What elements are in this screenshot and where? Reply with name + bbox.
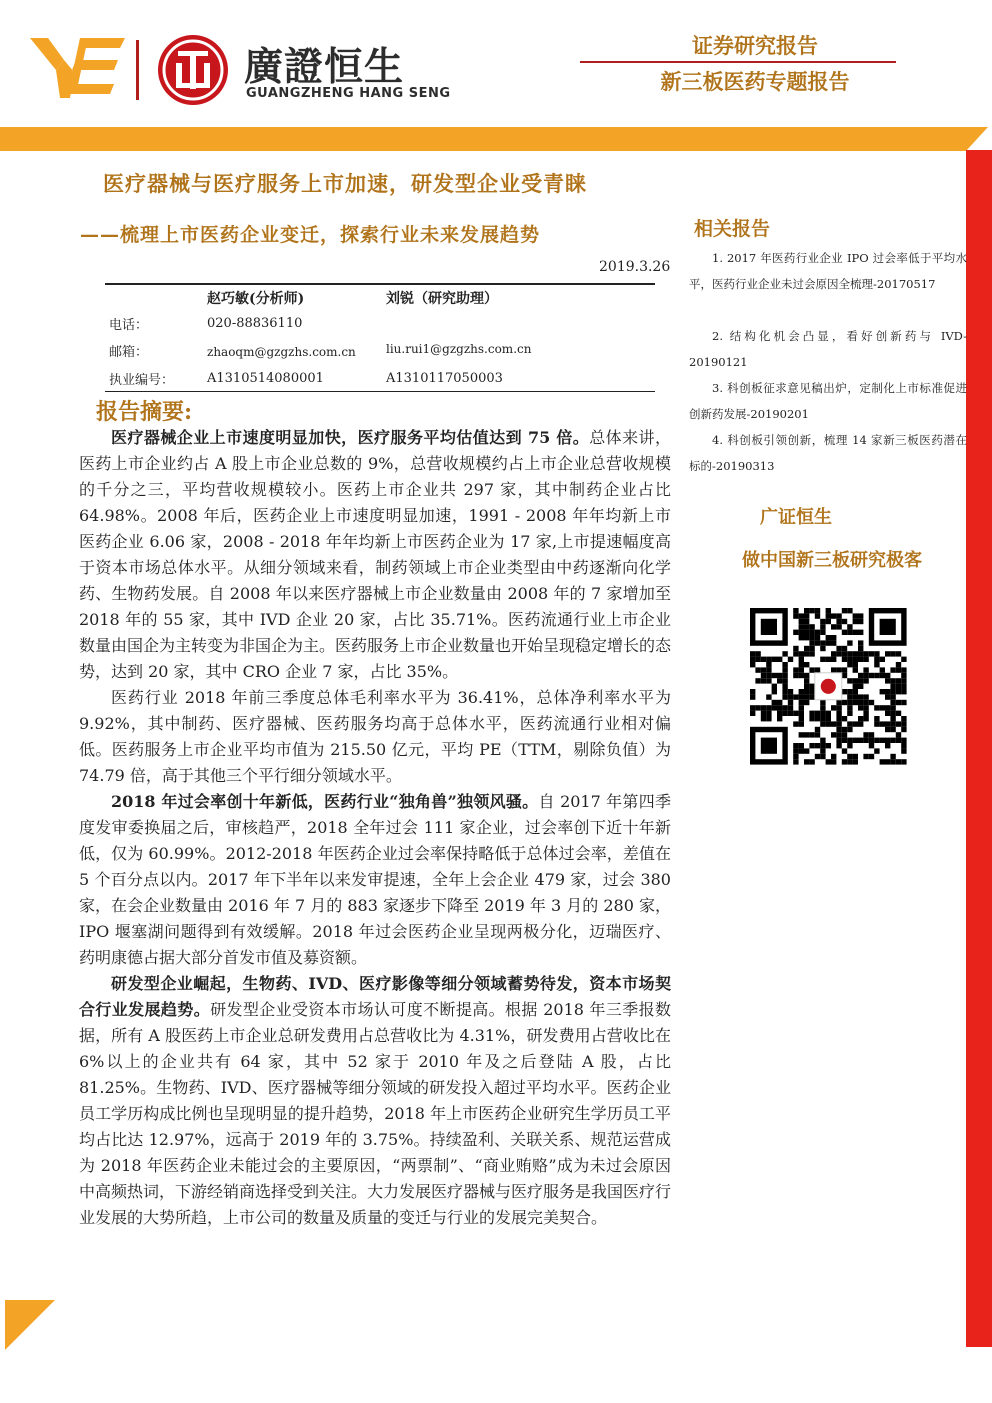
summary-paragraph-2 bbox=[79, 685, 671, 789]
document-subtype: 新三板医药专题报告 bbox=[660, 70, 850, 94]
summary-p1-lead: 医疗器械企业上市速度明显加快，医疗服务平均估值达到 75 倍。 bbox=[111, 428, 590, 447]
sidebar-brand-name: 广证恒生 bbox=[760, 507, 832, 528]
logo-divider bbox=[136, 40, 139, 100]
report-date: 2019.3.26 bbox=[599, 259, 671, 275]
summary-p3-text: 自 2017 年第四季度发审委换届之后，审核趋严，2018 全年过会 111 家企业，过会率创下近十年新低，仅为 60.99%。2012-2018 年医药企业过会率保持略低于总体过会率，差值在 5 个百分点以内。2017 年下半年以来发审提速，全年上会企业 479 家，过会 380 家，在会企业数量由 2016 年 7 月的 883 家逐步下降至 2019 年 3 月的 280 家，IPO 堰塞湖问题得到有效缓解。2018 年过会医药企业呈现两极分化，迈瑞医疗、药明康德占据大部分首发市值及募资额。 bbox=[79, 792, 671, 968]
summary-p1-text: 总体来讲，医药上市企业约占 A 股上市企业总数的 9%，总营收规模约占上市企业总营收规模的千分之三，平均营收规模较小。医药上市企业共 297 家，其中制药企业占比 64.98%。2008 年后，医药企业上市速度明显加速，1991 - 2008 年年均新上市医药企业 6.06 家，2008 - 2018 年年均新上市医药企业为 17 家,上市提速幅度高于资本市场总体水平。从细分领域来看，制药领域上市企业类型由中药逐渐向化学药、生物药发展。自 2008 年以来医疗器械上市企业数量由 2008 年的 7 家增加至 2018 年的 55 家，其中 IVD 企业 20 家，占比 35.71%。医药流通行业上市企业数量由国企为主转变为非国企为主。医药服务上市企业数量也开始呈现稳定增长的态势，达到 20 家，其中 CRO 企业 7 家，占比 35%。 bbox=[79, 428, 672, 682]
table-bottom-rule bbox=[105, 391, 655, 392]
top-orange-bar bbox=[0, 127, 966, 151]
analyst1-phone: 020-88836110 bbox=[207, 316, 303, 331]
bottom-corner-triangle bbox=[5, 1300, 55, 1350]
header-rule bbox=[580, 61, 896, 63]
summary-p3-lead: 2018 年过会率创十年新低，医药行业“独角兽”独领风骚。 bbox=[111, 792, 539, 811]
summary-p4-lead: 研发型企业崛起，生物药、IVD、医疗影像等细分领域蓄势待发，资本市场契合行业发展趋势。 bbox=[79, 974, 671, 1020]
right-red-bar bbox=[966, 150, 992, 1347]
related-report-4[interactable]: 4. 科创板引领创新，梳理 14 家新三板医药潜在标的-20190313 bbox=[689, 433, 967, 473]
email-label: 邮箱： bbox=[109, 345, 149, 360]
related-report-3[interactable]: 3. 科创板征求意见稿出炉，定制化上市标准促进创新药发展-20190201 bbox=[689, 381, 967, 421]
related-report-2[interactable]: 2. 结构化机会凸显，看好创新药与 IVD-20190121 bbox=[689, 329, 967, 369]
ye-logo-icon bbox=[30, 38, 125, 98]
related-report-1[interactable]: 1. 2017 年医药行业企业 IPO 过会率低于平均水平，医药行业企业未过会原因全梳理-20170517 bbox=[689, 251, 967, 291]
seal-logo-icon bbox=[156, 33, 230, 107]
table-top-rule bbox=[105, 283, 655, 285]
summary-p2-text: 医药行业 2018 年前三季度总体毛利率水平为 36.41%，总体净利率水平为 9.92%，其中制药、医疗器械、医药服务均高于总体水平，医药流通行业相对偏低。医药服务上市企业平均市值为 215.50 亿元，平均 PE（TTM，剔除负值）为 74.79 倍，高于其他三个平行细分领域水平。 bbox=[79, 688, 671, 786]
analyst2-license: A1310117050003 bbox=[386, 371, 503, 386]
sidebar-slogan: 做中国新三板研究极客 bbox=[742, 550, 922, 571]
qr-code-icon bbox=[750, 608, 922, 768]
summary-p4-text: 研发型企业受资本市场认可度不断提高。根据 2018 年三季报数据，所有 A 股医药上市企业总研发费用占总营收比为 4.31%，研发费用占营收比在 6%以上的企业共有 64 家，其中 52 家于 2010 年及之后登陆 A 股，占比 81.25%。生物药、IVD、医疗器械等细分领域的研发投入超过平均水平。医药企业员工学历构成比例也呈现明显的提升趋势，2018 年上市医药企业研究生学历员工平均占比达 12.97%，远高于 2019 年的 3.75%。持续盈利、关联关系、规范运营成为 2018 年医药企业未能过会的主要原因，“两票制”、“商业贿赂”成为未过会原因中高频热词，下游经销商选择受到关注。大力发展医疗器械与医疗服务是我国医疗行业发展的大势所趋，上市公司的数量及质量的变迁与行业的发展完美契合。 bbox=[79, 1000, 672, 1228]
brand-name-en: GUANGZHENG HANG SENG bbox=[246, 86, 451, 101]
related-reports-heading: 相关报告 bbox=[694, 218, 771, 240]
summary-heading: 报告摘要: bbox=[96, 399, 193, 425]
summary-paragraph-4 bbox=[79, 971, 671, 1231]
report-subtitle: ——梳理上市医药企业变迁，探索行业未来发展趋势 bbox=[80, 224, 541, 246]
summary-paragraph-1 bbox=[79, 425, 671, 685]
analyst1-license: A1310514080001 bbox=[207, 371, 324, 386]
summary-paragraph-3 bbox=[79, 789, 671, 971]
orange-bar-corner bbox=[966, 127, 988, 151]
license-label: 执业编号： bbox=[109, 373, 175, 388]
analyst2-name: 刘锐（研究助理） bbox=[386, 291, 498, 307]
analyst1-email[interactable]: zhaoqm@gzgzhs.com.cn bbox=[207, 345, 356, 359]
phone-label: 电话： bbox=[109, 318, 149, 333]
document-type: 证券研究报告 bbox=[692, 34, 818, 58]
report-title: 医疗器械与医疗服务上市加速，研发型企业受青睐 bbox=[103, 171, 587, 196]
analyst1-name: 赵巧敏(分析师) bbox=[207, 291, 305, 307]
analyst2-email[interactable]: liu.rui1@gzgzhs.com.cn bbox=[386, 342, 532, 356]
brand-name-cn: 廣證恒生 bbox=[244, 45, 405, 90]
